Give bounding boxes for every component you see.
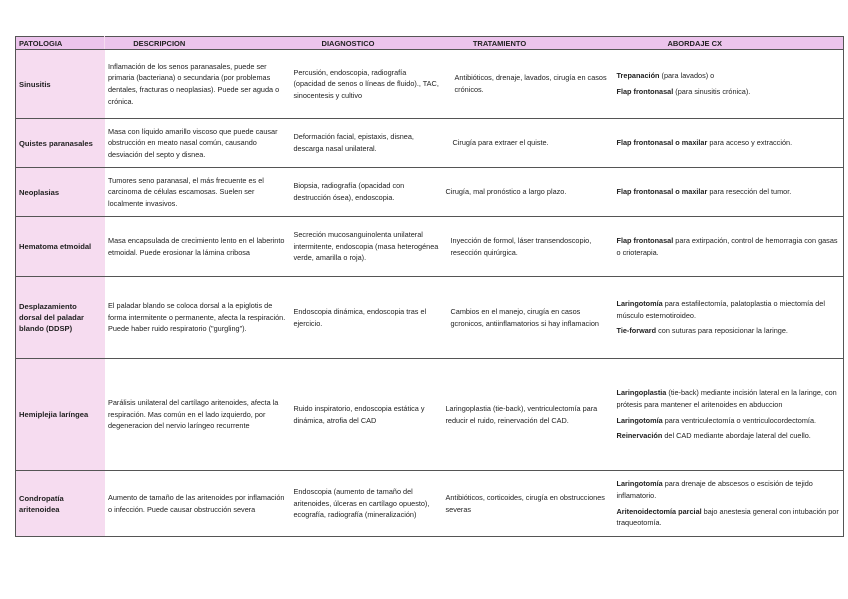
diagnosis-cell: Secreción mucosanguinolenta unilateral intermitente, endoscopia (masa heterogénea verde, amarilla o roja). — [291, 217, 443, 277]
diagnosis-cell: Endoscopia (aumento de tamaño del aritenoides, úlceras en cartílago opuesto), ecografía, radiografía (mineralización) — [291, 471, 443, 537]
treatment-cell: Cambios en el manejo, cirugía en casos gcronicos, antiinflamatorios si hay inflamacion — [443, 277, 614, 359]
description-cell: Tumores seno paranasal, el más frecuente es el carcinoma de células escamosas. Suelen ser localmente invasivos. — [105, 168, 291, 217]
approach-item: Flap frontonasal (para sinusitis crónica). — [616, 87, 751, 96]
description-cell: Masa con líquido amarillo viscoso que puede causar obstrucción en meato nasal común, causando desviación del septo y disnea. — [105, 119, 291, 168]
diagnosis-cell: Ruido inspiratorio, endoscopia estática y dinámica, atrofia del CAD — [291, 359, 443, 471]
treatment-cell: Laringoplastia (tie-back), ventriculectomía para reducir el ruido, reinervación del CAD. — [443, 359, 614, 471]
table-row — [16, 50, 844, 119]
approach-cell — [614, 50, 844, 119]
treatment-cell: Cirugía, mal pronóstico a largo plazo. — [443, 168, 614, 217]
table-row — [16, 471, 844, 537]
pathology-cell: Quistes paranasales — [16, 119, 105, 168]
header-diagnostico: DIAGNOSTICO — [291, 37, 443, 50]
approach-item: Aritenoidectomía parcial bajo anestesia general con intubación por traqueotomía. — [616, 506, 839, 528]
description-cell: Aumento de tamaño de las aritenoides por inflamación o infección. Puede causar obstrucción severa — [105, 471, 291, 537]
treatment-cell: Inyección de formol, láser transendoscopio, resección quirúrgica. — [443, 217, 614, 277]
approach-item: Trepanación (para lavados) o — [616, 71, 715, 81]
description-cell: Parálisis unilateral del cartílago aritenoides, afecta la respiración. Mas común en el lado izquierdo, por degeneracion del nervio laríngeo recurrente — [105, 359, 291, 471]
pathology-cell: Condropatía aritenoidea — [16, 471, 105, 537]
pathology-cell: Neoplasias — [16, 168, 105, 217]
description-cell: El paladar blando se coloca dorsal a la epiglotis de forma intermitente o permanente, afecta la respiración. Puede haber ruido respiratorio ("gurgling"). — [105, 277, 291, 359]
pathology-cell: Desplazamiento dorsal del paladar blando (DDSP) — [16, 277, 105, 359]
diagnosis-cell: Percusión, endoscopia, radiografía (opacidad de senos o líneas de fluido)., TAC, sinocentesis y cultivo — [291, 50, 443, 119]
description-cell: Masa encapsulada de crecimiento lento en el laberinto etmoidal. Puede erosionar la lámina cribosa — [105, 217, 291, 277]
approach-cell — [614, 471, 844, 537]
approach-item: Laringotomía para estafilectomía, palatoplastia o miectomía del músculo esternotiroideo. — [616, 299, 825, 320]
header-descripcion: DESCRIPCION — [105, 37, 291, 50]
approach-cell — [614, 359, 844, 471]
approach-item: Flap frontonasal o maxilar para resección del tumor. — [616, 187, 792, 197]
table-row — [16, 277, 844, 359]
approach-item: Tie-forward con suturas para reposicionar la laringe. — [616, 326, 788, 336]
header-patologia: PATOLOGIA — [16, 37, 105, 50]
table-row — [16, 168, 844, 217]
treatment-cell: Cirugía para extraer el quiste. — [443, 119, 614, 168]
pathology-cell: Hemiplejia laríngea — [16, 359, 105, 471]
approach-item: Reinervación del CAD mediante abordaje lateral del cuello. — [616, 431, 811, 441]
treatment-cell: Antibióticos, drenaje, lavados, cirugía en casos crónicos. — [443, 50, 614, 119]
pathology-cell: Hematoma etmoidal — [16, 217, 105, 277]
approach-cell — [614, 217, 844, 277]
approach-item: Laringotomía para ventriculectomía o ventriculocordectomía. — [616, 415, 817, 425]
approach-item: Flap frontonasal para extirpación, control de hemorragia con gasas o crioterapia. — [616, 235, 838, 257]
table-row — [16, 217, 844, 277]
diagnosis-cell: Endoscopia dinámica, endoscopia tras el ejercicio. — [291, 277, 443, 359]
pathology-cell: Sinusitis — [16, 50, 105, 119]
header-abordaje: ABORDAJE CX — [614, 37, 844, 50]
approach-item: Laringotomía para drenaje de abscesos o escisión de tejido inflamatorio. — [616, 479, 813, 500]
table-row — [16, 359, 844, 471]
table-row — [16, 119, 844, 168]
approach-cell — [614, 277, 844, 359]
header-tratamiento: TRATAMIENTO — [443, 37, 614, 50]
header-row — [16, 37, 844, 50]
approach-item: Flap frontonasal o maxilar para acceso y extracción. — [616, 138, 793, 148]
approach-cell — [614, 168, 844, 217]
description-cell: Inflamación de los senos paranasales, puede ser primaria (bacteriana) o secundaria (por problemas dentales, fracturas o neoplasias). Puede ser aguda o crónica. — [105, 50, 291, 119]
treatment-cell: Antibióticos, corticoides, cirugía en obstrucciones severas — [443, 471, 614, 537]
pathology-table — [15, 36, 844, 537]
approach-cell — [614, 119, 844, 168]
diagnosis-cell: Deformación facial, epistaxis, disnea, descarga nasal unilateral. — [291, 119, 443, 168]
diagnosis-cell: Biopsia, radiografía (opacidad con destrucción ósea), endoscopia. — [291, 168, 443, 217]
approach-item: Laringoplastia (tie-back) mediante incisión lateral en la laringe, con prótesis para mantener el aritenoides en abduccion — [616, 388, 837, 409]
